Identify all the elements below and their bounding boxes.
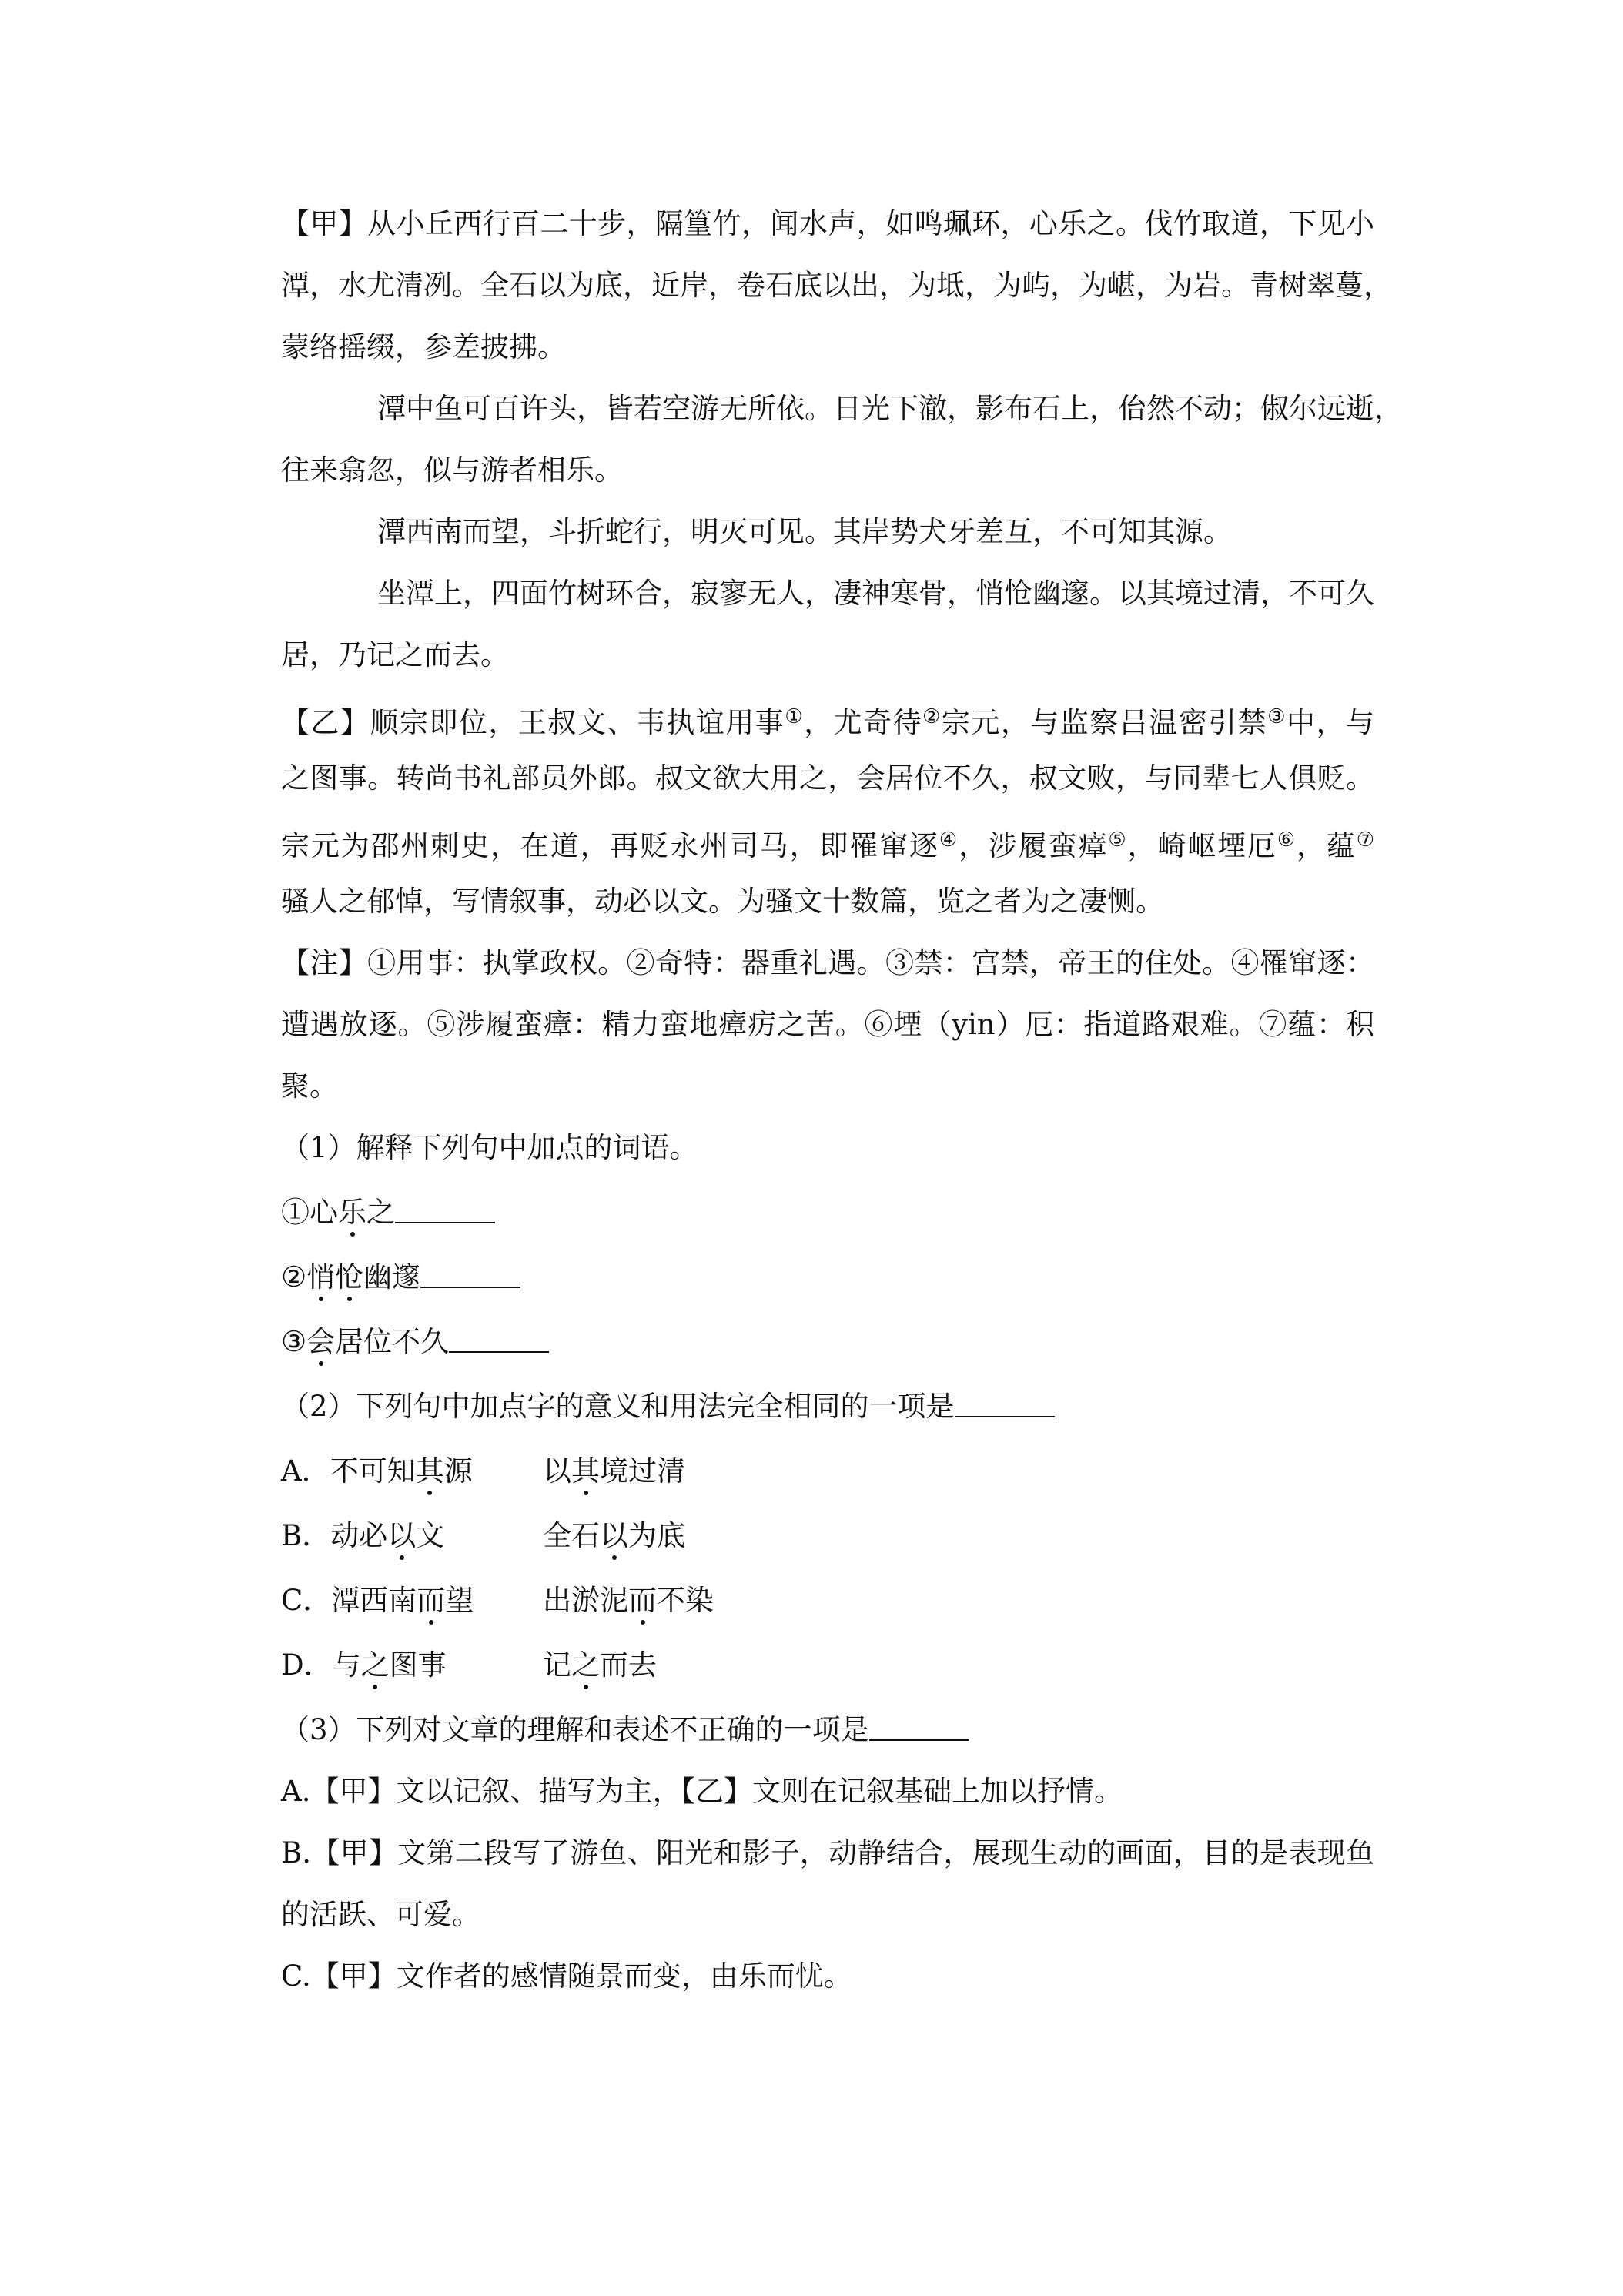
dotted-char: 怆 xyxy=(335,1260,364,1294)
passage-jia-line-3: 蒙络摇缀，参差披拂。 xyxy=(281,330,566,363)
text-span: 文 xyxy=(416,1519,445,1552)
passage-jia-line-5: 往来翕忽，似与游者相乐。 xyxy=(281,454,623,487)
passage-jia-line-4: 潭中鱼可百许头，皆若空游无所依。日光下澈，影布石上，佁然不动；俶尔远逝， xyxy=(377,392,1403,425)
question-2-option-c[interactable] xyxy=(281,1586,1374,1615)
option-label: B．动必 xyxy=(281,1519,388,1552)
text-span: 境过清 xyxy=(600,1454,685,1488)
text-span: 全石 xyxy=(543,1519,600,1552)
text-span: 源 xyxy=(443,1454,473,1488)
option-label: C．潭西南 xyxy=(281,1584,417,1617)
dotted-char: 之 xyxy=(360,1648,390,1682)
question-3-option-a[interactable]: A.【甲】文以记叙、描写为主，【乙】文则在记叙基础上加以抒情。 xyxy=(281,1775,1123,1808)
notes-line-1: 【注】①用事：执掌政权。②奇特：器重礼遇。③禁：宫禁，帝王的住处。④罹窜逐： xyxy=(281,946,1374,979)
footnote-marker: ① xyxy=(785,705,805,728)
text-span: 而去 xyxy=(600,1648,657,1682)
text-span: 出淤泥 xyxy=(543,1584,628,1617)
text-span: （3）下列对文章的理解和表述不正确的一项是 xyxy=(281,1713,869,1746)
question-2-option-b[interactable] xyxy=(281,1521,1374,1551)
notes-line-2: 遭遇放逐。⑤涉履蛮瘴：精力蛮地瘴疠之苦。⑥堙（yin）厄：指道路艰难。⑦蕴：积 xyxy=(281,1008,1374,1041)
notes-line-3: 聚。 xyxy=(281,1069,338,1103)
text-span: 之 xyxy=(366,1196,395,1229)
question-3-option-c[interactable]: C.【甲】文作者的感情随景而变，由乐而忧。 xyxy=(281,1960,852,1993)
answer-blank[interactable] xyxy=(395,1199,495,1223)
text-span: ，蕴 xyxy=(1297,829,1357,862)
question-3-option-b-line-1[interactable]: B.【甲】文第二段写了游鱼、阳光和影子，动静结合，展现生动的画面，目的是表现鱼 xyxy=(281,1836,1374,1869)
passage-jia-line-7: 坐潭上，四面竹树环合，寂寥无人，凄神寒骨，悄怆幽邃。以其境过清，不可久 xyxy=(377,577,1374,610)
answer-blank[interactable] xyxy=(449,1328,549,1353)
question-1-item-3 xyxy=(281,1327,1374,1357)
question-2-stem xyxy=(281,1392,1374,1421)
document-page xyxy=(281,207,1403,2023)
text-span: ② xyxy=(281,1260,307,1294)
dotted-char: 会 xyxy=(306,1325,336,1358)
text-span: 宗元，与监察吕温密引禁 xyxy=(941,706,1268,739)
text-span: 居位不久 xyxy=(335,1325,450,1358)
text-span: 幽邃 xyxy=(363,1260,421,1294)
footnote-marker: ⑤ xyxy=(1108,828,1128,852)
text-span: ③ xyxy=(281,1325,307,1358)
text-span: 以 xyxy=(543,1454,571,1488)
dotted-char: 之 xyxy=(571,1648,600,1682)
footnote-marker: ⑦ xyxy=(1356,828,1375,852)
question-2-option-a[interactable] xyxy=(281,1454,1374,1488)
dotted-char: 而 xyxy=(417,1584,446,1617)
dotted-char: 其 xyxy=(415,1454,444,1488)
text-span: ，尤奇待 xyxy=(804,706,923,739)
text-span: ，崎岖堙厄 xyxy=(1127,829,1277,862)
footnote-marker: ③ xyxy=(1267,705,1287,728)
dotted-char: 悄 xyxy=(306,1260,336,1294)
passage-jia-line-2: 潭，水尤清冽。全石以为底，近岸，卷石底以出，为坻，为屿，为嵁，为岩。青树翠蔓， xyxy=(281,269,1392,302)
text-span: 记 xyxy=(543,1648,571,1682)
question-1-stem: （1）解释下列句中加点的词语。 xyxy=(281,1131,698,1164)
text-span: 【乙】顺宗即位，王叔文、韦执谊用事 xyxy=(281,706,785,739)
passage-yi-line-4: 骚人之郁悼，写情叙事，动必以文。为骚文十数篇，览之者为之凄恻。 xyxy=(281,885,1164,918)
text-span: （2）下列句中加点字的意义和用法完全相同的一项是 xyxy=(281,1390,955,1423)
question-3-option-b-line-2: 的活跃、可爱。 xyxy=(281,1898,480,1931)
option-label: A．不可知 xyxy=(281,1454,416,1488)
answer-blank[interactable] xyxy=(869,1716,969,1741)
text-span: 中，与 xyxy=(1287,706,1375,739)
text-span: 不染 xyxy=(657,1584,714,1617)
dotted-char: 而 xyxy=(628,1584,657,1617)
answer-blank[interactable] xyxy=(420,1263,520,1288)
footnote-marker: ② xyxy=(922,705,942,728)
text-span: 望 xyxy=(445,1584,474,1617)
footnote-marker: ⑥ xyxy=(1277,828,1297,852)
question-1-item-1 xyxy=(281,1198,1374,1227)
passage-yi-line-2: 之图事。转尚书礼部员外郎。叔文欲大用之，会居位不久，叔文败，与同辈七人俱贬。 xyxy=(281,761,1374,795)
passage-jia-line-1: 【甲】从小丘西行百二十步，隔篁竹，闻水声，如鸣珮环，心乐之。伐竹取道，下见小 xyxy=(281,207,1374,240)
question-3-stem xyxy=(281,1715,1374,1745)
text-span: 为底 xyxy=(628,1519,685,1552)
option-label: D．与 xyxy=(281,1648,361,1682)
text-span: 图事 xyxy=(389,1648,447,1682)
text-span: 宗元为邵州刺史，在道，再贬永州司马，即罹窜逐 xyxy=(281,829,939,862)
text-span: ，涉履蛮瘴 xyxy=(959,829,1109,862)
dotted-char: 乐 xyxy=(338,1196,366,1229)
question-2-option-d[interactable] xyxy=(281,1648,1374,1682)
passage-yi-line-3 xyxy=(281,825,1375,862)
footnote-marker: ④ xyxy=(939,828,959,852)
dotted-char: 以 xyxy=(387,1519,417,1552)
passage-jia-line-6: 潭西南而望，斗折蛇行，明灭可见。其岸势犬牙差互，不可知其源。 xyxy=(377,515,1232,548)
dotted-char: 其 xyxy=(571,1454,600,1488)
text-span: ①心 xyxy=(281,1196,338,1229)
passage-yi-line-1 xyxy=(281,702,1375,739)
dotted-char: 以 xyxy=(600,1519,628,1552)
question-1-item-2 xyxy=(281,1260,1374,1294)
answer-blank[interactable] xyxy=(955,1393,1055,1417)
passage-jia-line-8: 居，乃记之而去。 xyxy=(281,638,509,671)
